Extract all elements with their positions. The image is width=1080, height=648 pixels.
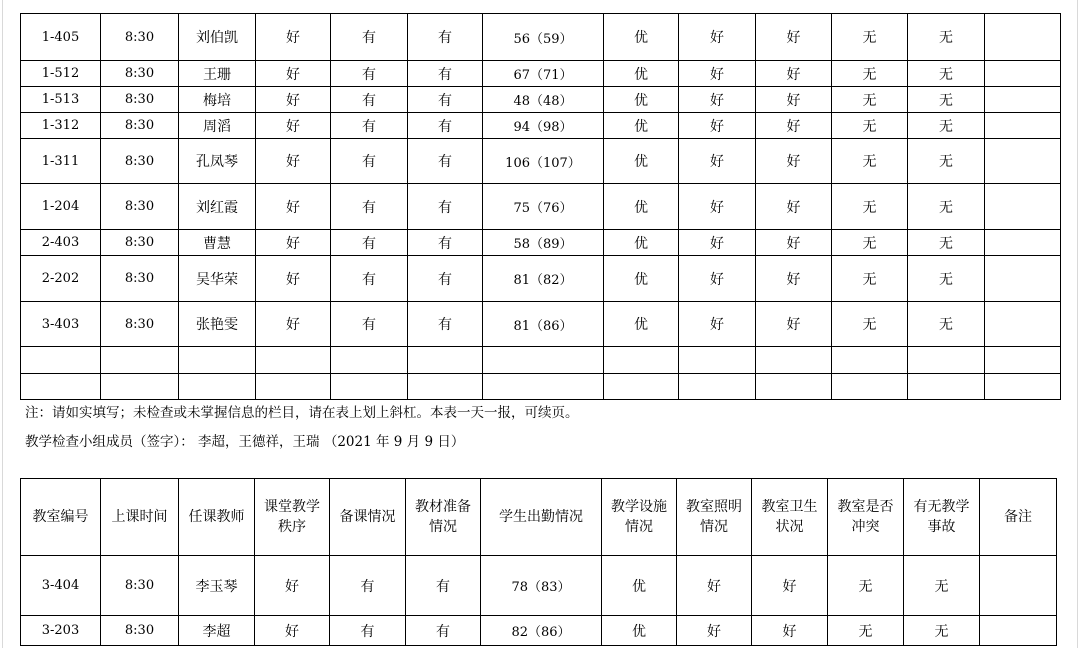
- table-cell: 81（82）: [483, 256, 604, 302]
- column-header-line: 状况: [775, 519, 804, 535]
- table-cell: 优: [604, 139, 679, 184]
- inspection-table-bottom: [20, 478, 1057, 646]
- table-cell: 好: [256, 139, 331, 184]
- table-cell: [679, 374, 756, 400]
- table-cell: 8:30: [101, 61, 179, 87]
- table-cell: 67（71）: [483, 61, 604, 87]
- table-cell: [985, 302, 1061, 347]
- table-cell: 好: [256, 87, 331, 113]
- table-cell: 无: [832, 14, 908, 61]
- table-cell: 好: [679, 302, 756, 347]
- table-cell: 无: [904, 616, 980, 646]
- table-cell: 无: [832, 256, 908, 302]
- column-header-line: 情况: [429, 519, 457, 535]
- table-cell: [985, 184, 1061, 230]
- table-cell: 有: [408, 230, 483, 256]
- column-header-line: 冲突: [851, 519, 880, 535]
- table-cell: [256, 374, 331, 400]
- table-cell: [985, 14, 1061, 61]
- table-cell: 张艳雯: [179, 302, 256, 347]
- column-header: [828, 479, 904, 556]
- table-cell: 刘伯凯: [179, 14, 256, 61]
- table-cell: 8:30: [101, 14, 179, 61]
- table-cell: 好: [752, 556, 828, 616]
- table-cell: [832, 374, 908, 400]
- table-cell: [408, 347, 483, 374]
- table-cell: [21, 347, 101, 374]
- table-cell: [985, 347, 1061, 374]
- table-cell: 82（86）: [481, 616, 602, 646]
- table-row: [21, 616, 1057, 646]
- table-cell: 78（83）: [481, 556, 602, 616]
- table-cell: 3-404: [21, 556, 101, 616]
- table-cell: 好: [756, 302, 832, 347]
- page-edge-right: [1077, 0, 1078, 648]
- table-cell: 58（89）: [483, 230, 604, 256]
- column-header: [179, 479, 255, 556]
- table-cell: 有: [330, 556, 406, 616]
- table-cell: 有: [331, 302, 408, 347]
- column-header: [980, 479, 1057, 556]
- top-table-body: [21, 14, 1061, 400]
- column-header-line: 教室卫生: [761, 499, 818, 515]
- table-cell: 王珊: [179, 61, 256, 87]
- column-header-line: 课堂教学: [264, 499, 320, 515]
- column-header: [752, 479, 828, 556]
- table-cell: [331, 347, 408, 374]
- table-cell: 无: [828, 556, 904, 616]
- table-cell: 94（98）: [483, 113, 604, 139]
- table-cell: 好: [756, 184, 832, 230]
- table-cell: 无: [908, 302, 985, 347]
- table-cell: [179, 347, 256, 374]
- column-header-line: 任课教师: [188, 509, 245, 525]
- column-header-line: 教室照明: [686, 499, 742, 515]
- table-row: [21, 61, 1061, 87]
- table-cell: [408, 374, 483, 400]
- table-row: [21, 87, 1061, 113]
- column-header-line: 备注: [1004, 509, 1032, 525]
- column-header: [602, 479, 677, 556]
- table-cell: [985, 113, 1061, 139]
- table-cell: 无: [908, 230, 985, 256]
- table-cell: 1-312: [21, 113, 101, 139]
- table-cell: [985, 139, 1061, 184]
- table-cell: 48（48）: [483, 87, 604, 113]
- table-cell: 有: [331, 14, 408, 61]
- table-cell: 1-513: [21, 87, 101, 113]
- table-cell: 无: [832, 87, 908, 113]
- table-cell: [604, 374, 679, 400]
- table-cell: [101, 374, 179, 400]
- table-cell: 无: [908, 113, 985, 139]
- table-cell: 2-403: [21, 230, 101, 256]
- table-row: [21, 556, 1057, 616]
- column-header-line: 备课情况: [339, 509, 396, 525]
- table-cell: 8:30: [101, 139, 179, 184]
- column-header-line: 学生出勤情况: [499, 509, 583, 525]
- table-cell: 有: [408, 113, 483, 139]
- table-cell: 1-204: [21, 184, 101, 230]
- table-cell: 优: [604, 184, 679, 230]
- table-cell: 有: [331, 87, 408, 113]
- column-header: [481, 479, 602, 556]
- table-cell: 有: [406, 616, 481, 646]
- table-row: [21, 347, 1061, 374]
- column-header-line: 教学设施: [611, 499, 667, 515]
- table-cell: 81（86）: [483, 302, 604, 347]
- table-cell: 有: [331, 139, 408, 184]
- table-cell: 有: [331, 113, 408, 139]
- table-cell: 李超: [179, 616, 255, 646]
- table-cell: [101, 347, 179, 374]
- table-row: [21, 113, 1061, 139]
- table-cell: [756, 347, 832, 374]
- table-cell: 孔凤琴: [179, 139, 256, 184]
- table-cell: 优: [602, 556, 677, 616]
- table-cell: 56（59）: [483, 14, 604, 61]
- table-row: [21, 256, 1061, 302]
- table-cell: 优: [604, 61, 679, 87]
- table-cell: 无: [908, 14, 985, 61]
- table-cell: 有: [331, 230, 408, 256]
- table-cell: 好: [256, 302, 331, 347]
- table-cell: 8:30: [101, 616, 179, 646]
- table-cell: 优: [604, 302, 679, 347]
- table-cell: 8:30: [101, 230, 179, 256]
- table-cell: 无: [832, 184, 908, 230]
- table-cell: [985, 87, 1061, 113]
- table-cell: 无: [832, 230, 908, 256]
- table-cell: 吴华荣: [179, 256, 256, 302]
- table-cell: 无: [832, 113, 908, 139]
- table-cell: 好: [756, 14, 832, 61]
- column-header: [101, 479, 179, 556]
- table-cell: [331, 374, 408, 400]
- table-cell: 无: [908, 87, 985, 113]
- column-header: [904, 479, 980, 556]
- table-cell: 8:30: [101, 113, 179, 139]
- table-row: [21, 14, 1061, 61]
- column-header-line: 有无教学: [913, 499, 970, 515]
- table-cell: 有: [408, 61, 483, 87]
- table-cell: 无: [832, 61, 908, 87]
- table-row: [21, 139, 1061, 184]
- table-cell: 有: [406, 556, 481, 616]
- table-cell: [832, 347, 908, 374]
- table-cell: 有: [408, 256, 483, 302]
- table-cell: [908, 374, 985, 400]
- table-cell: 好: [756, 139, 832, 184]
- table-cell: 有: [408, 14, 483, 61]
- table-cell: 有: [330, 616, 406, 646]
- table-cell: 8:30: [101, 556, 179, 616]
- header-row: [21, 479, 1057, 556]
- table-cell: 1-405: [21, 14, 101, 61]
- table-cell: 1-512: [21, 61, 101, 87]
- table-cell: 无: [904, 556, 980, 616]
- table-cell: 好: [256, 230, 331, 256]
- table-cell: 好: [679, 113, 756, 139]
- table-cell: 好: [679, 184, 756, 230]
- table-cell: 李玉琴: [179, 556, 255, 616]
- table-cell: 8:30: [101, 302, 179, 347]
- table-cell: 优: [604, 230, 679, 256]
- inspection-table-top: [20, 13, 1061, 400]
- fill-in-note: 注：请如实填写；未检查或未掌握信息的栏目，请在表上划上斜杠。本表一天一报，可续页。: [25, 405, 579, 421]
- table-cell: 有: [408, 139, 483, 184]
- table-cell: 梅培: [179, 87, 256, 113]
- table-cell: 无: [832, 139, 908, 184]
- table-cell: 好: [679, 14, 756, 61]
- table-cell: 好: [756, 87, 832, 113]
- table-cell: 好: [256, 113, 331, 139]
- table-cell: 无: [908, 184, 985, 230]
- table-cell: [483, 347, 604, 374]
- column-header: [677, 479, 752, 556]
- table-cell: 好: [256, 14, 331, 61]
- table-cell: [980, 616, 1057, 646]
- table-cell: 2-202: [21, 256, 101, 302]
- table-cell: 3-403: [21, 302, 101, 347]
- table-cell: 有: [408, 184, 483, 230]
- table-row: [21, 374, 1061, 400]
- table-cell: 优: [604, 256, 679, 302]
- table-cell: 有: [331, 256, 408, 302]
- table-cell: 好: [255, 616, 330, 646]
- table-cell: [985, 61, 1061, 87]
- table-cell: 好: [256, 184, 331, 230]
- table-cell: 好: [256, 256, 331, 302]
- table-cell: 好: [756, 256, 832, 302]
- table-cell: [756, 374, 832, 400]
- column-header: [21, 479, 101, 556]
- table-cell: [985, 230, 1061, 256]
- table-cell: 有: [408, 302, 483, 347]
- table-cell: 好: [752, 616, 828, 646]
- table-cell: 8:30: [101, 87, 179, 113]
- table-cell: 好: [679, 87, 756, 113]
- column-header-line: 事故: [927, 519, 956, 535]
- table-cell: 无: [828, 616, 904, 646]
- table-cell: 有: [331, 184, 408, 230]
- table-cell: 好: [679, 61, 756, 87]
- table-cell: 优: [604, 87, 679, 113]
- table-cell: 75（76）: [483, 184, 604, 230]
- table-row: [21, 230, 1061, 256]
- table-cell: [908, 347, 985, 374]
- page-edge-left: [2, 0, 3, 648]
- table-cell: [985, 374, 1061, 400]
- table-cell: [483, 374, 604, 400]
- table-cell: 好: [756, 230, 832, 256]
- column-header: [255, 479, 330, 556]
- table-cell: 好: [256, 61, 331, 87]
- table-cell: 好: [679, 139, 756, 184]
- column-header-line: 教材准备: [415, 499, 471, 515]
- table-cell: [604, 347, 679, 374]
- table-cell: [985, 256, 1061, 302]
- table-cell: 好: [679, 256, 756, 302]
- table-cell: 好: [679, 230, 756, 256]
- table-cell: 优: [602, 616, 677, 646]
- table-cell: [179, 374, 256, 400]
- table-cell: 无: [908, 139, 985, 184]
- table-cell: 优: [604, 113, 679, 139]
- table-cell: 好: [756, 113, 832, 139]
- column-header-line: 教室编号: [32, 509, 89, 525]
- table-cell: 周滔: [179, 113, 256, 139]
- table-cell: 无: [908, 256, 985, 302]
- table-cell: 无: [908, 61, 985, 87]
- column-header-line: 情况: [700, 519, 728, 535]
- table-cell: 好: [677, 616, 752, 646]
- table-cell: 优: [604, 14, 679, 61]
- table-cell: 刘红霞: [179, 184, 256, 230]
- column-header-line: 秩序: [278, 519, 306, 535]
- table-row: [21, 302, 1061, 347]
- table-cell: 8:30: [101, 184, 179, 230]
- column-header-line: 教室是否: [837, 499, 894, 515]
- table-cell: 有: [331, 61, 408, 87]
- table-cell: [679, 347, 756, 374]
- table-cell: 无: [832, 302, 908, 347]
- table-cell: 好: [756, 61, 832, 87]
- inspection-members: 教学检查小组成员（签字）： 李超，王德祥，王瑞 （2021 年 9 月 9 日）: [25, 434, 465, 450]
- table-row: [21, 184, 1061, 230]
- column-header: [406, 479, 481, 556]
- column-header-line: 情况: [625, 519, 653, 535]
- table-cell: 3-203: [21, 616, 101, 646]
- table-cell: 曹慧: [179, 230, 256, 256]
- column-header: [330, 479, 406, 556]
- table-cell: 好: [677, 556, 752, 616]
- table-cell: 有: [408, 87, 483, 113]
- table-cell: [256, 347, 331, 374]
- bottom-table-body: [21, 479, 1057, 646]
- table-cell: 8:30: [101, 256, 179, 302]
- table-cell: 106（107）: [483, 139, 604, 184]
- table-cell: 好: [255, 556, 330, 616]
- column-header-line: 上课时间: [111, 509, 168, 525]
- table-cell: 1-311: [21, 139, 101, 184]
- table-cell: [21, 374, 101, 400]
- table-cell: [980, 556, 1057, 616]
